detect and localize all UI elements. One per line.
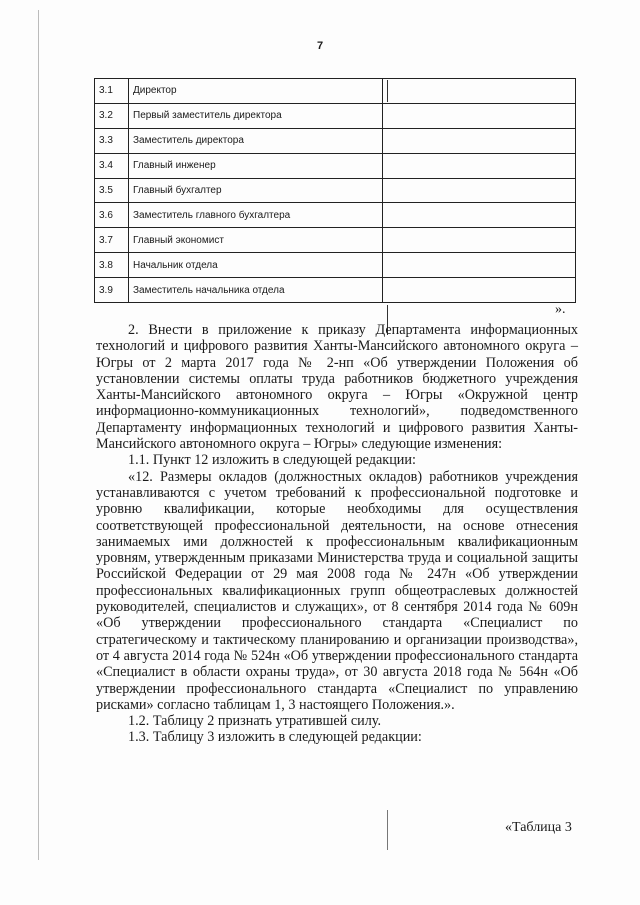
table-row [95,203,576,228]
table-row [95,278,576,303]
table-cell-num: 3.5 [95,178,129,203]
table-cell-title: Первый заместитель директора [129,103,383,128]
table-cell-title: Заместитель директора [129,128,383,153]
table-cell-title: Главный экономист [129,228,383,253]
table-cell-num: 3.3 [95,128,129,153]
table-cell-value [383,178,576,203]
table-cell-num: 3.6 [95,203,129,228]
table-cell-value [383,203,576,228]
table-cell-num: 3.9 [95,278,129,303]
table-row [95,153,576,178]
document-body [96,322,578,746]
table-3-label: «Таблица 3 [505,820,572,835]
table-cell-value [383,153,576,178]
table-cell-title: Директор [129,79,383,104]
page-number: 7 [316,40,324,52]
table-cell-num: 3.2 [95,103,129,128]
paragraph-item-1-2: 1.2. Таблицу 2 признать утратившей силу. [128,713,382,730]
paragraph-item-1-1: 1.1. Пункт 12 изложить в следующей редакции: [128,452,416,469]
paragraph-clause-12: «12. Размеры окладов (должностных окладов) работников учреждения устанавливаются с учетом требований к профессиональной подготовке и уровню квалификации, которые необходимы для осуществления соответствующей профессиональной деятельности, на основе отнесения занимаемых ими должностей к профессиональным квалификационным уровням, утвержденным приказами Министерства труда и социальной защиты Российской Федерации от 29 мая 2008 года № 247н «Об утверждении профессиональных квалификационных групп общеотраслевых должностей руководителей, специалистов и служащих», от 8 сентября 2014 года № 609н «Об утверждении профессионального стандарта «Специалист по стратегическому и тактическому планированию и организации производства», от 4 августа 2014 года № 524н «Об утверждении профессионального стандарта «Специалист в области охраны труда», от 30 августа 2018 года № 564н «Об утверждении профессионального стандарта «Специалист по управлению рисками» согласно таблицам 1, 3 настоящего Положения.». [96,468,578,713]
table-cell-num: 3.7 [95,228,129,253]
table-row [95,178,576,203]
table-cell-num: 3.4 [95,153,129,178]
table-row [95,79,576,104]
table-cell-num: 3.1 [95,79,129,104]
table-row [95,128,576,153]
table-cell-num: 3.8 [95,253,129,278]
table-cell-value [383,128,576,153]
table-cell-value [383,79,576,104]
paragraph-amendment: 2. Внести в приложение к приказу Департамента информационных технологий и цифрового развития Ханты-Мансийского автономного округа – Югры от 2 марта 2017 года № 2-нп «Об утверждении Положения об установлении системы оплаты труда работников бюджетного учреждения Ханты-Мансийского автономного округа – Югры «Окружной центр информационно-коммуникационных технологий», подведомственного Департаменту информационных технологий и цифрового развития Ханты-Мансийского автономного округа – Югры» следующие изменения: [96,322,578,453]
table-cell-value [383,253,576,278]
table-row [95,228,576,253]
table-cell-value [383,278,576,303]
table-row [95,253,576,278]
table-cell-title: Главный бухгалтер [129,178,383,203]
table-cell-title: Главный инженер [129,153,383,178]
scan-artifact-line [38,10,39,860]
table-closing-quote: ». [555,302,566,317]
paragraph-item-1-3: 1.3. Таблицу 3 изложить в следующей редакции: [128,729,422,746]
table-cell-title: Начальник отдела [129,253,383,278]
table-cell-title: Заместитель главного бухгалтера [129,203,383,228]
positions-table [94,78,576,303]
table-cell-value [383,228,576,253]
scan-artifact-line [387,810,388,850]
table-cell-title: Заместитель начальника отдела [129,278,383,303]
table-row [95,103,576,128]
table-cell-value [383,103,576,128]
